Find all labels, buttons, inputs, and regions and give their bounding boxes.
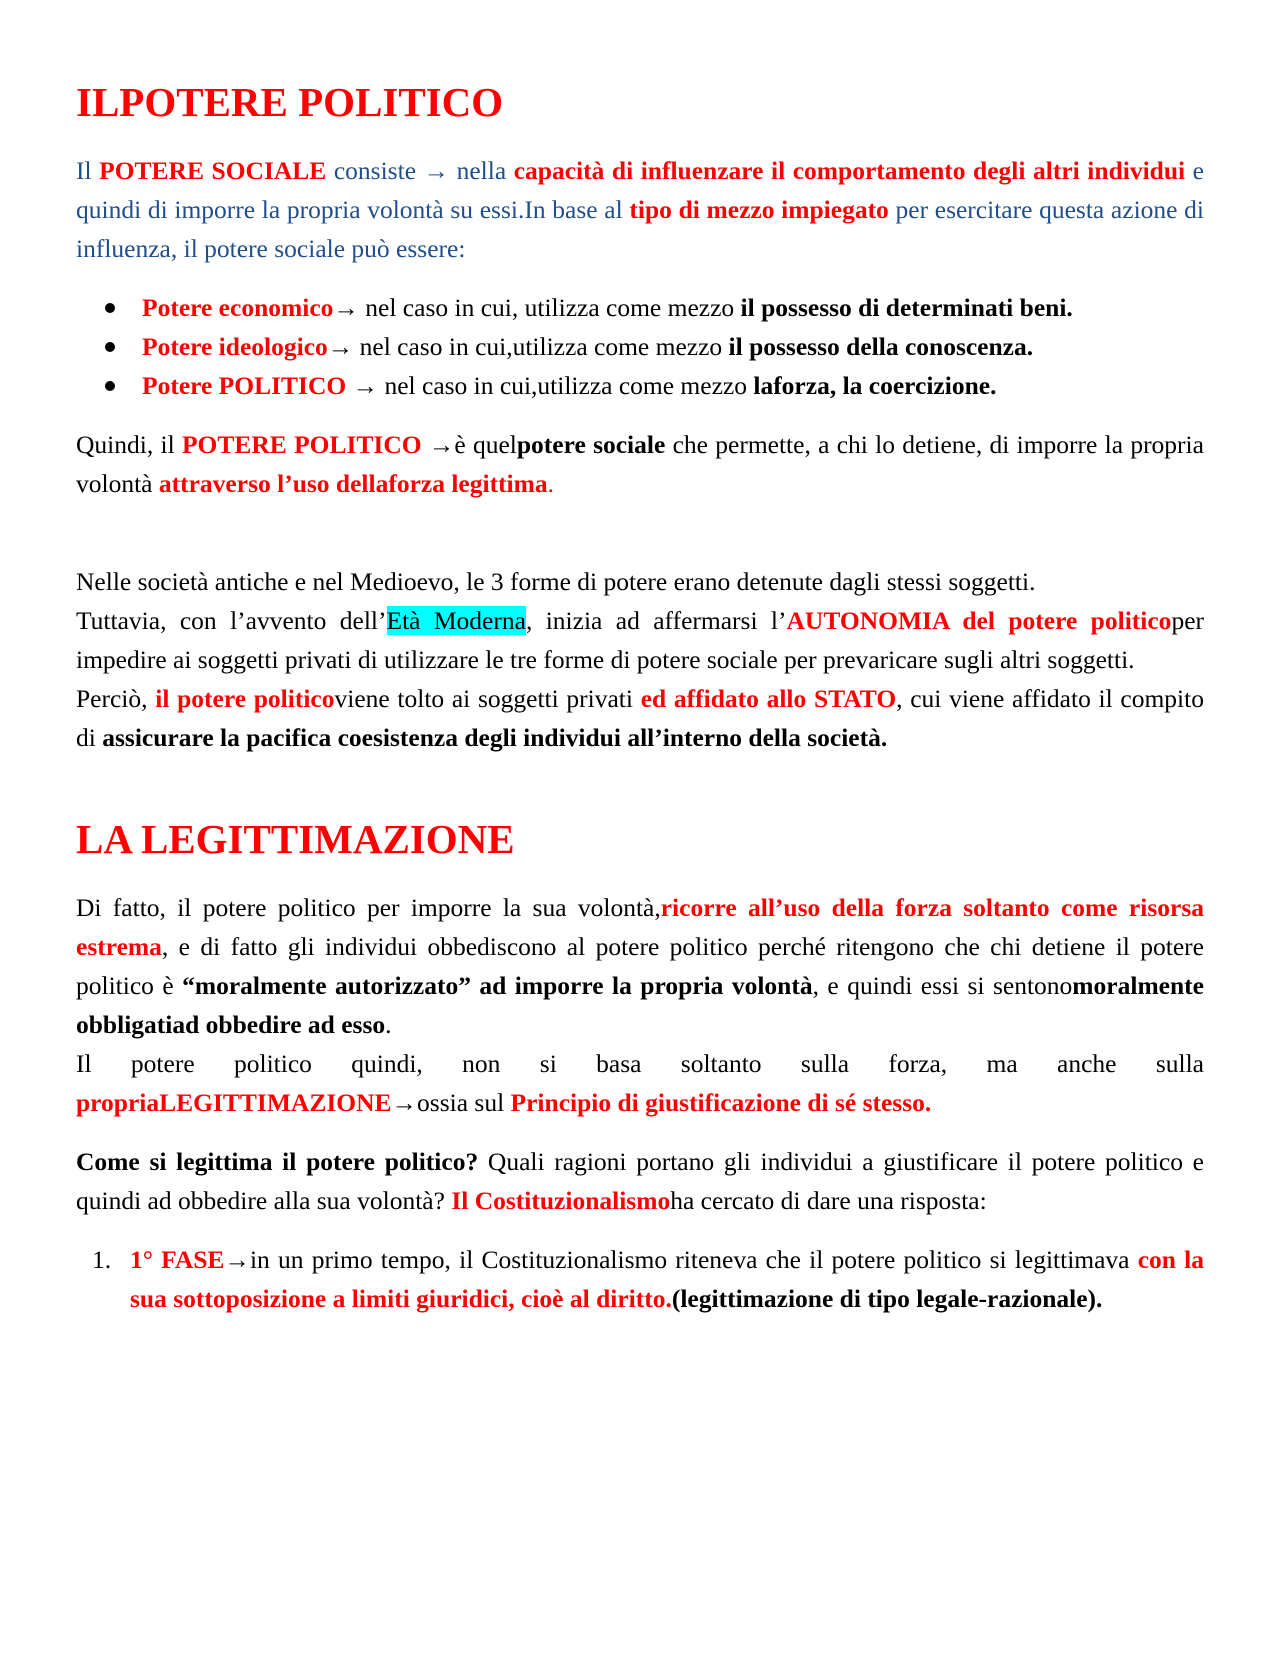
- heading-legittimazione: LA LEGITTIMAZIONE: [76, 816, 515, 863]
- paragraph-quindi: Quindi, il POTERE POLITICO →è quelpotere sociale che permette, a chi lo detiene, di imporre la propria volontà attraverso l’uso dellaforza legittima.: [76, 430, 1204, 499]
- list-item: Potere ideologico→ nel caso in cui,utilizza come mezzo il possesso della conoscenza.: [142, 327, 1204, 366]
- list-item: Potere economico→ nel caso in cui, utilizza come mezzo il possesso di determinati beni.: [142, 288, 1204, 327]
- list-item: 1. 1° FASE→in un primo tempo, il Costituzionalismo riteneva che il potere politico si legittimava con la sua sottoposizione a limiti giuridici, cioè al diritto.(legittimazione di tipo legale-razionale).: [130, 1240, 1204, 1318]
- paragraph-nelle-societa: Nelle società antiche e nel Medioevo, le 3 forme di potere erano detenute dagli stessi soggetti.: [76, 567, 1036, 597]
- paragraph-di-fatto: Di fatto, il potere politico per imporre la sua volontà,ricorre all’uso della forza soltanto come risorsa estrema, e di fatto gli individui obbediscono al potere politico perché ritengono che chi detiene il potere politico è “moralmente autorizzato” ad imporre la propria volontà, e quindi essi si sentonomoralmente obbligatiad obbedire ad esso.: [76, 893, 1204, 1040]
- paragraph-percio: Perciò, il potere politicoviene tolto ai soggetti privati ed affidato allo STATO, cui viene affidato il compito di assicurare la pacifica coesistenza degli individui all’interno della società.: [76, 684, 1204, 753]
- paragraph-come-si-legittima: Come si legittima il potere politico? Quali ragioni portano gli individui a giustificare il potere politico e quindi ad obbedire alla sua volontà? Il Costituzionalismoha cercato di dare una risposta:: [76, 1147, 1204, 1216]
- heading-potere-politico: ILPOTERE POLITICO: [76, 79, 504, 125]
- blank-line: [76, 503, 1204, 542]
- highlighted-text: Età Moderna: [386, 606, 526, 636]
- list-number: 1.: [92, 1245, 112, 1275]
- paragraph-il-potere: Il potere politico quindi, non si basa soltanto sulla forza, ma anche sulla propriaLEGITTIMAZIONE→ossia sul Principio di giustificazione di sé stesso.: [76, 1049, 1204, 1118]
- list-item: Potere POLITICO → nel caso in cui,utilizza come mezzo laforza, la coercizione.: [142, 366, 1204, 405]
- paragraph-potere-sociale: Il POTERE SOCIALE consiste → nella capacità di influenzare il comportamento degli altri individui e quindi di imporre la propria volontà su essi.In base al tipo di mezzo impiegato per esercitare questa azione di influenza, il potere sociale può essere:: [76, 156, 1204, 264]
- numbered-list-fasi: [76, 1240, 1204, 1318]
- bullet-list-poteri: [76, 288, 1204, 405]
- paragraph-tuttavia: Tuttavia, con l’avvento dell’Età Moderna, inizia ad affermarsi l’AUTONOMIA del potere politicoper impedire ai soggetti privati di utilizzare le tre forme di potere sociale per prevaricare sugli altri soggetti.: [76, 606, 1204, 675]
